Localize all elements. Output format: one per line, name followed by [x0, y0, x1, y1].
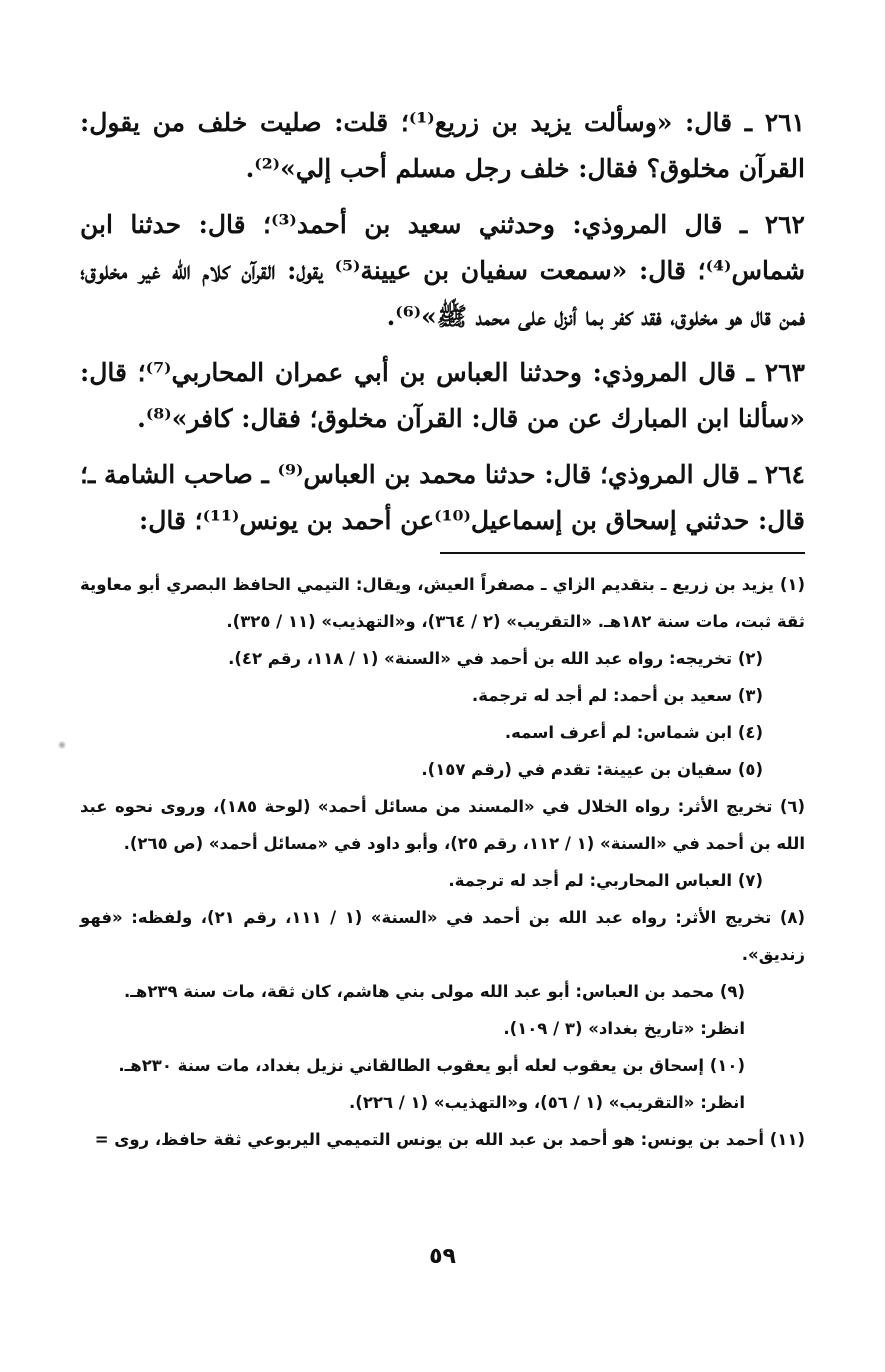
- footnote-6: (٦) تخريج الأثر: رواه الخلال في «المسند من مسائل أحمد» (لوحة ١٨٥)، وروى نحوه عبد الله بن أحمد في «السنة» (١ / ١١٢، رقم ٢٥)، وأبو داود في «مسائل أحمد» (ص ٢٦٥).: [80, 797, 805, 853]
- footnote-11: (١١) أحمد بن يونس: هو أحمد بن عبد الله بن يونس التميمي اليربوعي ثقة حافظ، روى =: [94, 1130, 805, 1149]
- paragraph-262: ٢٦٢ ـ قال المروذي: وحدثني سعيد بن أحمد⁽³⁾؛ قال: حدثنا ابن شماس⁽⁴⁾؛ قال: «سمعت سفيان بن عيينة⁽⁵⁾ يقول: القرآن كلام الله غير مخلوق؛ فمن قال هو مخلوق، فقد كفر بما أنزل على محمد ﷺ»⁽⁶⁾.: [80, 210, 806, 331]
- footnote-10-reference: انظر: «التقريب» (١ / ٥٦)، و«التهذيب» (١ / ٢٢٦).: [349, 1093, 745, 1112]
- footnote-9-reference: انظر: «تاريخ بغداد» (٣ / ١٠٩).: [503, 1019, 745, 1038]
- footnote-1: (١) يزيد بن زريع ـ بتقديم الزاي ـ مصفراً العيش، ويقال: التيمي الحافظ البصري أبو معاوية ثقة ثبت، مات سنة ١٨٢هـ. «التقريب» (٢ / ٣٦٤)، و«التهذيب» (١١ / ٣٢٥).: [80, 575, 805, 631]
- footnote-3: (٣) سعيد بن أحمد: لم أجد له ترجمة.: [471, 686, 763, 705]
- footnote-2: (٢) تخريجه: رواه عبد الله بن أحمد في «السنة» (١ / ١١٨، رقم ٤٢).: [228, 649, 763, 668]
- footnote-5: (٥) سفيان بن عيينة: تقدم في (رقم ١٥٧).: [421, 760, 763, 779]
- paragraph-261: ٢٦١ ـ قال: «وسألت يزيد بن زريع⁽¹⁾؛ قلت: صليت خلف من يقول: القرآن مخلوق؟ فقال: خلف رجل مسلم أحب إلي»⁽²⁾.: [80, 108, 805, 183]
- footnote-10: (١٠) إسحاق بن يعقوب لعله أبو يعقوب الطالقاني نزيل بغداد، مات سنة ٢٣٠هـ.: [118, 1056, 745, 1075]
- footnote-4: (٤) ابن شماس: لم أعرف اسمه.: [504, 723, 763, 742]
- footnote-7: (٧) العباس المحاربي: لم أجد له ترجمة.: [448, 871, 763, 890]
- footnotes: [80, 566, 805, 1158]
- scan-smudge: [58, 740, 66, 750]
- page-number: ٥٩: [429, 1244, 456, 1269]
- footnote-9: (٩) محمد بن العباس: أبو عبد الله مولى بني هاشم، كان ثقة، مات سنة ٢٣٩هـ.: [123, 982, 745, 1001]
- paragraph-263: ٢٦٣ ـ قال المروذي: وحدثنا العباس بن أبي عمران المحاربي⁽⁷⁾؛ قال: «سألنا ابن المبارك عن من قال: القرآن مخلوق؛ فقال: كافر»⁽⁸⁾.: [80, 358, 805, 433]
- paragraph-264: ٢٦٤ ـ قال المروذي؛ قال: حدثنا محمد بن العباس⁽⁹⁾ ـ صاحب الشامة ـ؛ قال: حدثني إسحاق بن إسماعيل⁽¹⁰⁾عن أحمد بن يونس⁽¹¹⁾؛ قال:: [80, 460, 805, 535]
- main-text: [80, 100, 805, 554]
- footnote-separator: [440, 552, 805, 554]
- footnote-8: (٨) تخريج الأثر: رواه عبد الله بن أحمد في «السنة» (١ / ١١١، رقم ٢١)، ولفظه: «فهو زنديق».: [80, 908, 805, 964]
